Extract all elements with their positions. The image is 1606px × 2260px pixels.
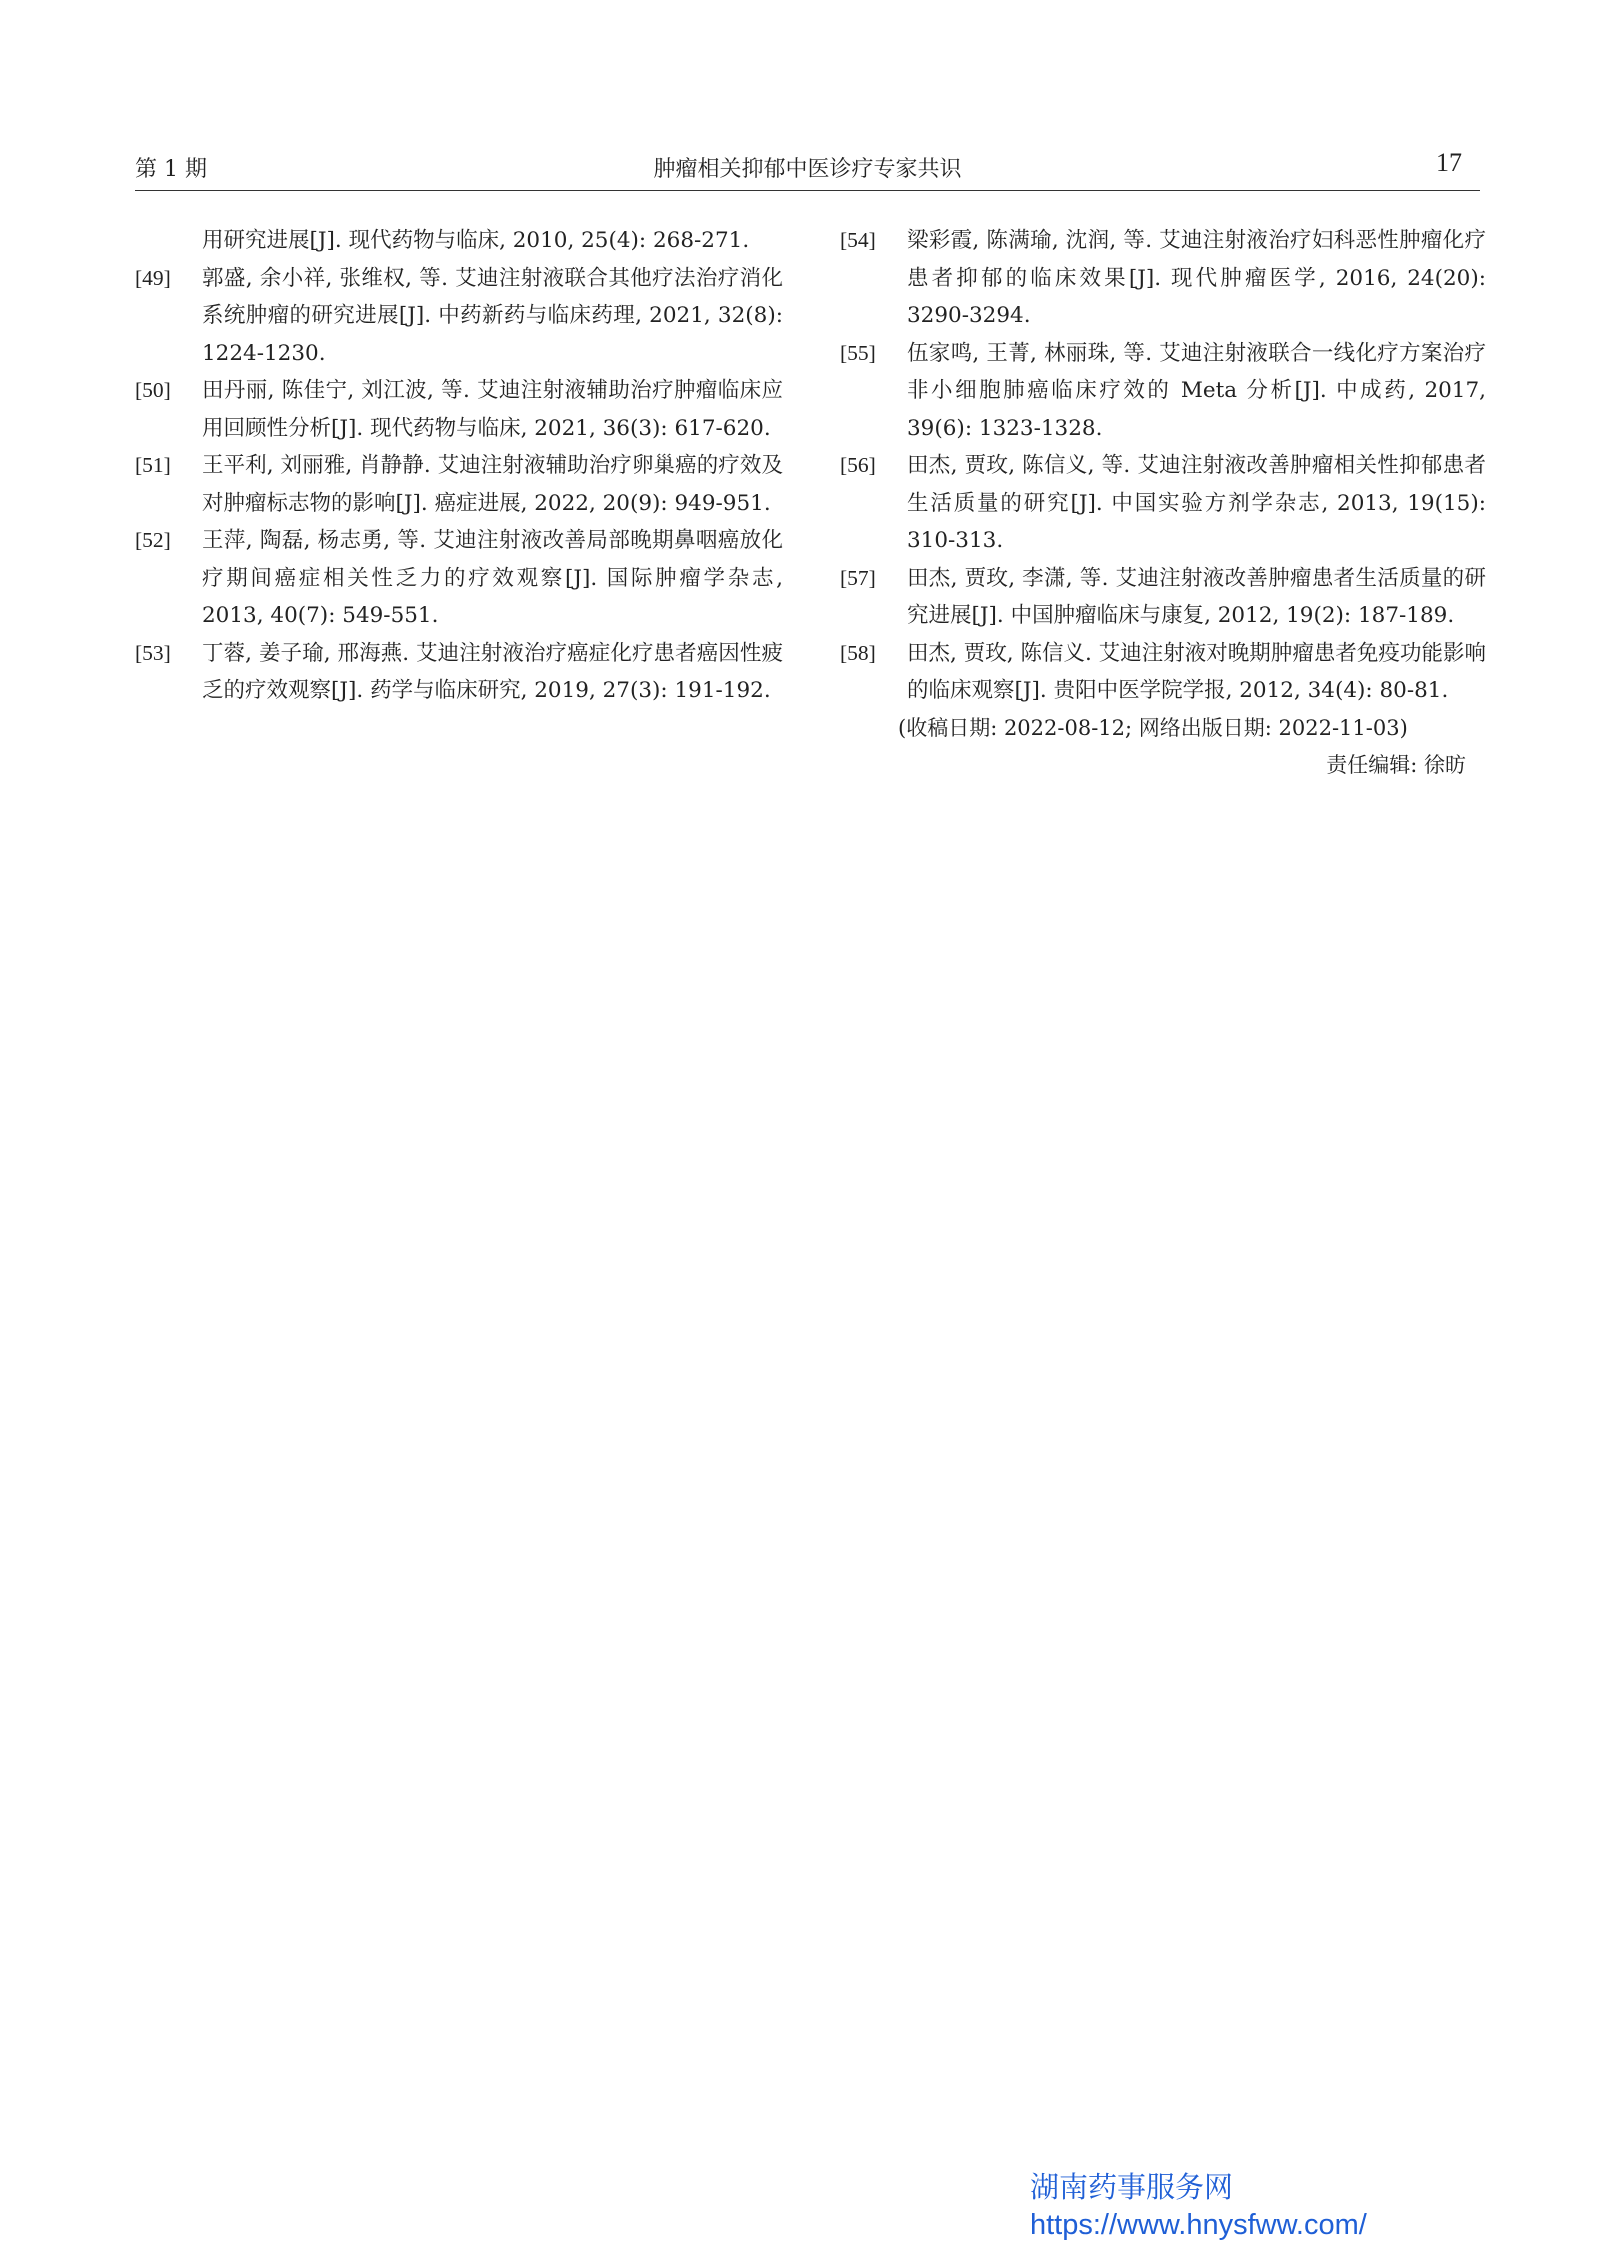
reference-text: 田丹丽, 陈佳宁, 刘江波, 等. 艾迪注射液辅助治疗肿瘤临床应用回顾性分析[J]. 现代药物与临床, 2021, 36(3): 617-620. [202, 378, 783, 441]
reference-item [840, 560, 1486, 635]
journal-issue: 第 1 期 [135, 157, 207, 182]
reference-number: [57] [840, 565, 876, 590]
reference-number: [56] [840, 453, 876, 477]
running-title: 肿瘤相关抑郁中医诊疗专家共识 [653, 157, 962, 182]
reference-number: [51] [135, 453, 171, 477]
page-header [135, 146, 1480, 191]
reference-item [135, 222, 783, 260]
reference-text: 用研究进展[J]. 现代药物与临床, 2010, 25(4): 268-271. [202, 228, 750, 253]
watermark-site-name: 湖南药事服务网 [1030, 2170, 1234, 2204]
reference-number: [50] [135, 378, 171, 402]
references-left-column [135, 222, 783, 710]
reference-text: 田杰, 贾玫, 陈信义, 等. 艾迪注射液改善肿瘤相关性抑郁患者生活质量的研究[J]. 中国实验方剂学杂志, 2013, 19(15): 310-313. [907, 453, 1486, 553]
reference-item [135, 372, 783, 447]
reference-number: [53] [135, 640, 171, 665]
site-watermark [1030, 2168, 1490, 2244]
reference-number: [49] [135, 265, 171, 290]
reference-item [135, 447, 783, 522]
reference-item [840, 335, 1486, 448]
reference-text: 田杰, 贾玫, 李潇, 等. 艾迪注射液改善肿瘤患者生活质量的研究进展[J]. 中国肿瘤临床与康复, 2012, 19(2): 187-189. [907, 565, 1486, 628]
responsible-editor: 责任编辑: 徐昉 [1326, 753, 1466, 777]
reference-text: 丁蓉, 姜子瑜, 邢海燕. 艾迪注射液治疗癌症化疗患者癌因性疲乏的疗效观察[J]. 药学与临床研究, 2019, 27(3): 191-192. [202, 640, 783, 703]
reference-number: [55] [840, 340, 876, 365]
reference-text: 伍家鸣, 王菁, 林丽珠, 等. 艾迪注射液联合一线化疗方案治疗非小细胞肺癌临床疗效的 Meta 分析[J]. 中成药, 2017, 39(6): 1323-1328. [907, 340, 1486, 441]
reference-text: 王萍, 陶磊, 杨志勇, 等. 艾迪注射液改善局部晚期鼻咽癌放化疗期间癌症相关性乏力的疗效观察[J]. 国际肿瘤学杂志, 2013, 40(7): 549-551. [202, 528, 783, 628]
reference-text: 王平利, 刘丽雅, 肖静静. 艾迪注射液辅助治疗卵巢癌的疗效及对肿瘤标志物的影响[J]. 癌症进展, 2022, 20(9): 949-951. [202, 453, 783, 516]
reference-item [135, 635, 783, 710]
reference-text: 田杰, 贾玫, 陈信义. 艾迪注射液对晚期肿瘤患者免疫功能影响的临床观察[J]. 贵阳中医学院学报, 2012, 34(4): 80-81. [907, 640, 1486, 703]
reference-item [135, 522, 783, 635]
reference-number: [54] [840, 228, 876, 252]
reference-number: [52] [135, 528, 171, 552]
received-date-note: (收稿日期: 2022-08-12; 网络出版日期: 2022-11-03) [898, 715, 1408, 740]
reference-item [135, 260, 783, 373]
references-right-column [840, 222, 1486, 785]
reference-number: [58] [840, 640, 876, 665]
reference-item [840, 635, 1486, 710]
reference-item [840, 447, 1486, 560]
reference-text: 梁彩霞, 陈满瑜, 沈润, 等. 艾迪注射液治疗妇科恶性肿瘤化疗患者抑郁的临床效果[J]. 现代肿瘤医学, 2016, 24(20): 3290-3294. [907, 228, 1486, 328]
page-number: 17 [1436, 148, 1462, 177]
reference-item [840, 222, 1486, 335]
watermark-url[interactable]: https://www.hnysfww.com/ [1030, 2209, 1367, 2241]
reference-text: 郭盛, 余小祥, 张维权, 等. 艾迪注射液联合其他疗法治疗消化系统肿瘤的研究进展[J]. 中药新药与临床药理, 2021, 32(8): 1224-1230. [202, 265, 783, 366]
